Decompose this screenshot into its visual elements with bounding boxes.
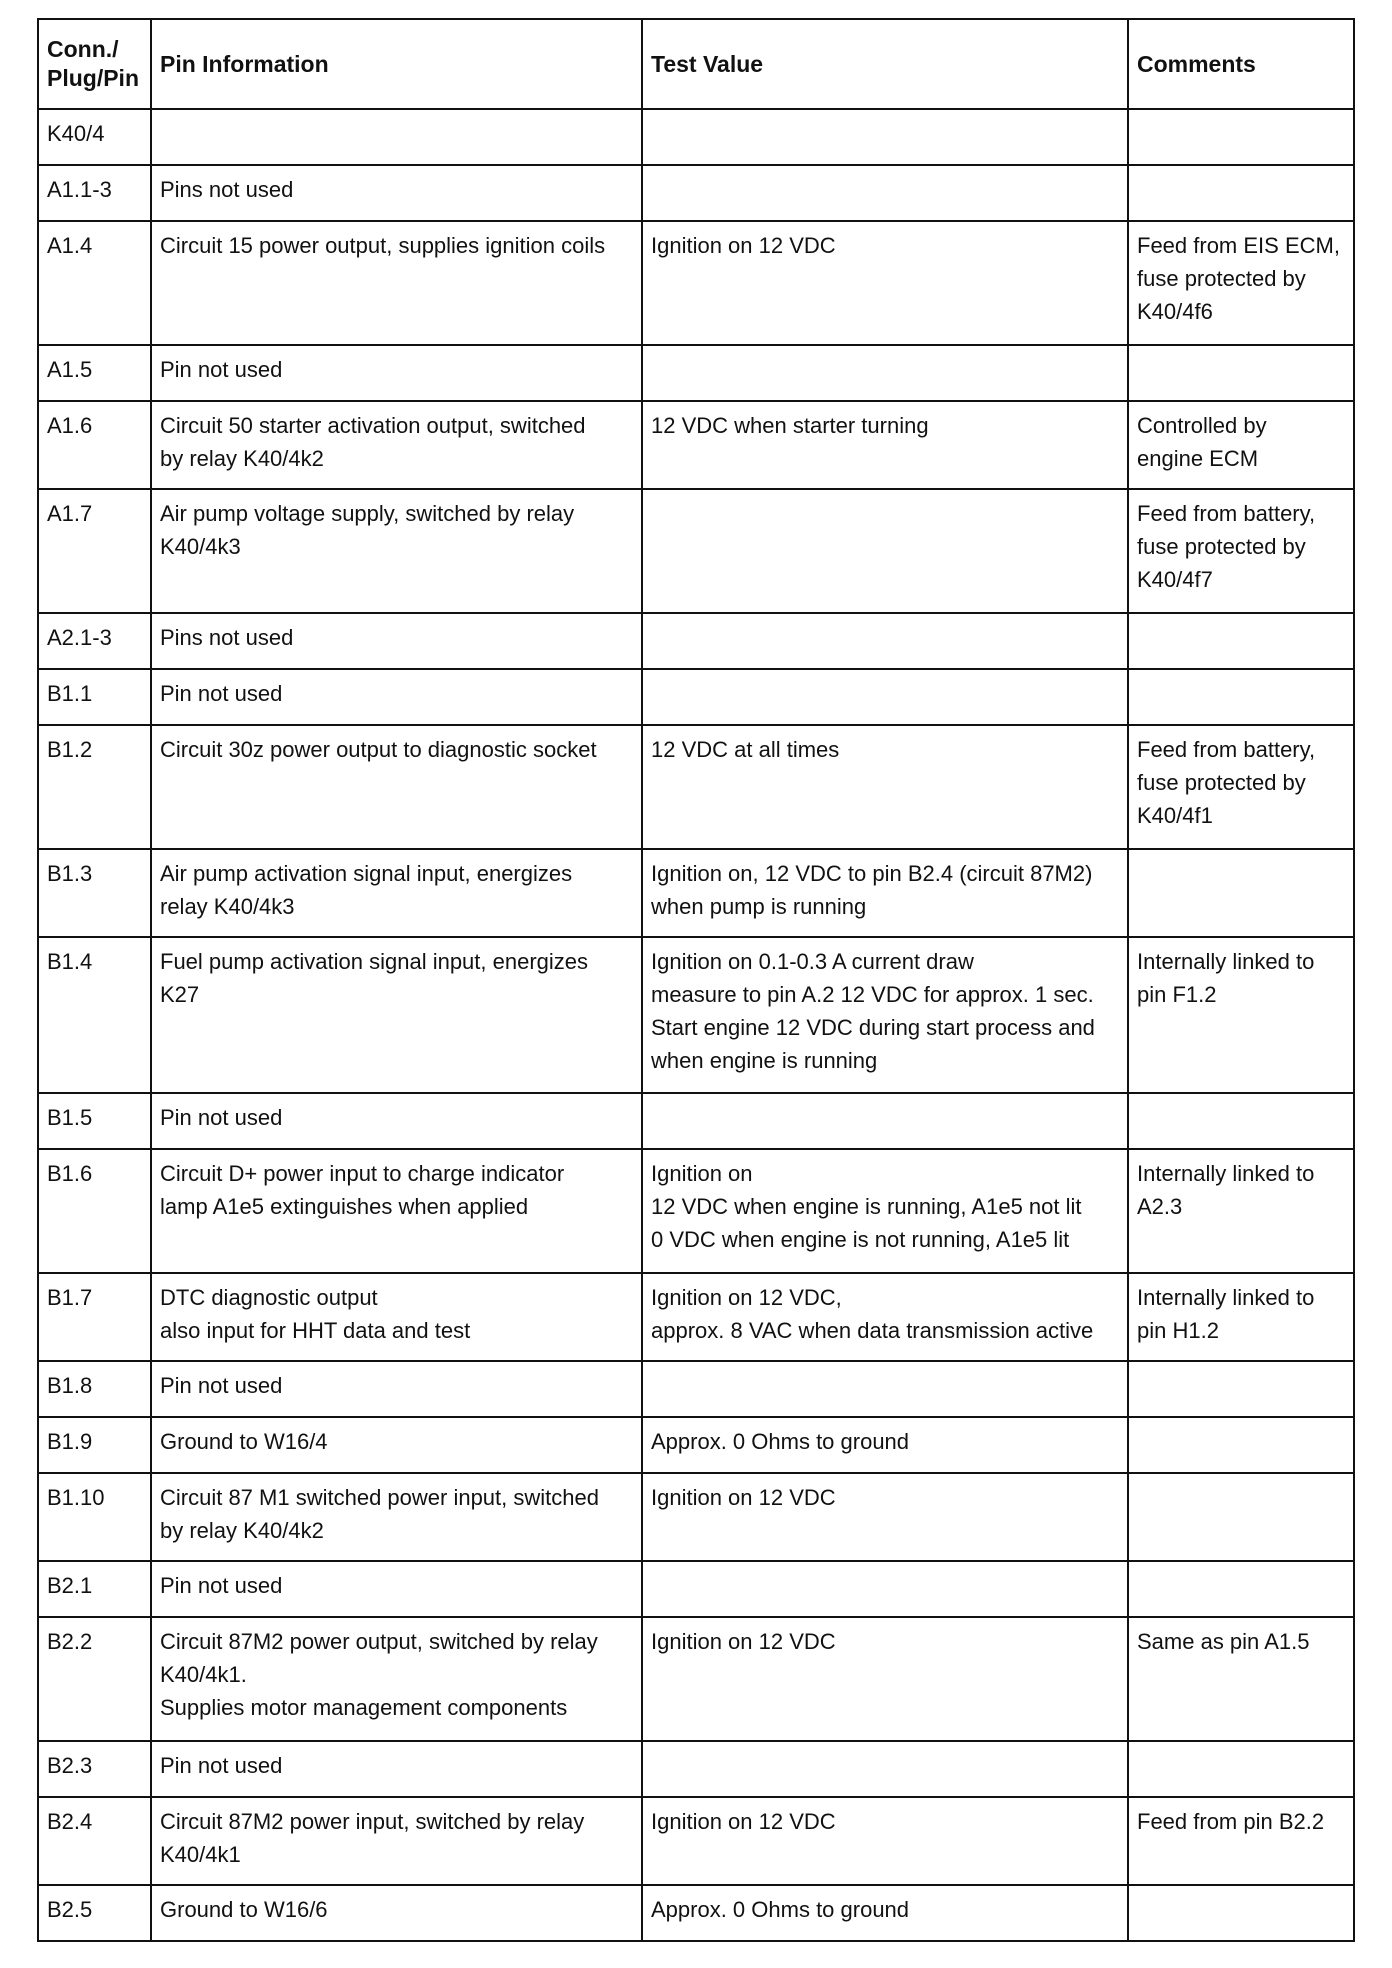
cell-pin-information: Circuit 30z power output to diagnostic socket [151, 725, 642, 849]
cell-comments: Feed from pin B2.2 [1128, 1797, 1354, 1885]
cell-pin: B2.3 [38, 1741, 151, 1797]
table-row [38, 1797, 1354, 1885]
cell-pin-information: Circuit 15 power output, supplies ignition coils [151, 221, 642, 345]
table-row [38, 1417, 1354, 1473]
cell-comments [1128, 1885, 1354, 1941]
table-row [38, 165, 1354, 221]
table-row [38, 1885, 1354, 1941]
cell-pin: A1.5 [38, 345, 151, 401]
cell-pin: A1.1-3 [38, 165, 151, 221]
cell-pin-information [151, 109, 642, 165]
cell-pin-information: Ground to W16/4 [151, 1417, 642, 1473]
header-comments: Comments [1128, 19, 1354, 109]
cell-test-value: Ignition on 0.1-0.3 A current draw measure to pin A.2 12 VDC for approx. 1 sec. Start engine 12 VDC during start process and when engine is running [642, 937, 1128, 1093]
table-row [38, 613, 1354, 669]
cell-pin-information: Pin not used [151, 1741, 642, 1797]
cell-comments [1128, 1361, 1354, 1417]
cell-test-value [642, 669, 1128, 725]
cell-pin-information: Fuel pump activation signal input, energizes K27 [151, 937, 642, 1093]
cell-pin-information: Circuit 87M2 power output, switched by relay K40/4k1. Supplies motor management components [151, 1617, 642, 1741]
cell-test-value [642, 489, 1128, 613]
cell-comments: Feed from EIS ECM, fuse protected by K40/4f6 [1128, 221, 1354, 345]
cell-pin-information: Pins not used [151, 613, 642, 669]
cell-pin-information: Air pump activation signal input, energizes relay K40/4k3 [151, 849, 642, 937]
cell-comments: Internally linked to pin F1.2 [1128, 937, 1354, 1093]
cell-comments: Same as pin A1.5 [1128, 1617, 1354, 1741]
cell-test-value: Ignition on 12 VDC when engine is running, A1e5 not lit 0 VDC when engine is not running, A1e5 lit [642, 1149, 1128, 1273]
cell-comments [1128, 165, 1354, 221]
cell-test-value [642, 1741, 1128, 1797]
cell-pin-information: Pin not used [151, 669, 642, 725]
cell-pin: K40/4 [38, 109, 151, 165]
cell-pin: B1.10 [38, 1473, 151, 1561]
cell-pin-information: Air pump voltage supply, switched by relay K40/4k3 [151, 489, 642, 613]
cell-pin-information: Ground to W16/6 [151, 1885, 642, 1941]
cell-comments [1128, 109, 1354, 165]
cell-test-value: 12 VDC at all times [642, 725, 1128, 849]
table-row [38, 489, 1354, 613]
cell-pin: B1.2 [38, 725, 151, 849]
cell-pin: B1.7 [38, 1273, 151, 1361]
cell-test-value: Ignition on 12 VDC [642, 221, 1128, 345]
cell-test-value: Ignition on 12 VDC [642, 1473, 1128, 1561]
cell-pin-information: Circuit 87 M1 switched power input, switched by relay K40/4k2 [151, 1473, 642, 1561]
table-row [38, 1273, 1354, 1361]
header-test-value: Test Value [642, 19, 1128, 109]
cell-comments: Internally linked to A2.3 [1128, 1149, 1354, 1273]
cell-test-value [642, 1361, 1128, 1417]
cell-pin: B2.5 [38, 1885, 151, 1941]
cell-test-value: 12 VDC when starter turning [642, 401, 1128, 489]
cell-pin: B1.9 [38, 1417, 151, 1473]
cell-comments: Feed from battery, fuse protected by K40/4f7 [1128, 489, 1354, 613]
cell-comments [1128, 613, 1354, 669]
cell-comments: Feed from battery, fuse protected by K40/4f1 [1128, 725, 1354, 849]
cell-pin: B2.2 [38, 1617, 151, 1741]
cell-pin-information: Circuit 87M2 power input, switched by relay K40/4k1 [151, 1797, 642, 1885]
cell-comments [1128, 1741, 1354, 1797]
cell-pin: B1.4 [38, 937, 151, 1093]
header-pin-information: Pin Information [151, 19, 642, 109]
cell-pin: B1.3 [38, 849, 151, 937]
cell-comments [1128, 1417, 1354, 1473]
cell-comments [1128, 1561, 1354, 1617]
cell-comments [1128, 669, 1354, 725]
cell-pin-information: DTC diagnostic output also input for HHT data and test [151, 1273, 642, 1361]
cell-pin: A1.4 [38, 221, 151, 345]
cell-pin-information: Pin not used [151, 1361, 642, 1417]
cell-pin: B1.6 [38, 1149, 151, 1273]
cell-test-value [642, 345, 1128, 401]
table-row [38, 1741, 1354, 1797]
cell-comments: Internally linked to pin H1.2 [1128, 1273, 1354, 1361]
table-row [38, 725, 1354, 849]
cell-pin: A1.6 [38, 401, 151, 489]
cell-comments [1128, 1473, 1354, 1561]
cell-test-value: Approx. 0 Ohms to ground [642, 1885, 1128, 1941]
cell-pin-information: Pin not used [151, 1093, 642, 1149]
table-row [38, 1361, 1354, 1417]
table-row [38, 1561, 1354, 1617]
cell-comments: Controlled by engine ECM [1128, 401, 1354, 489]
table-row [38, 1093, 1354, 1149]
table-row [38, 401, 1354, 489]
table-row [38, 1149, 1354, 1273]
cell-pin: B1.1 [38, 669, 151, 725]
cell-pin-information: Circuit 50 starter activation output, switched by relay K40/4k2 [151, 401, 642, 489]
table-row [38, 345, 1354, 401]
cell-test-value: Approx. 0 Ohms to ground [642, 1417, 1128, 1473]
table-row [38, 1617, 1354, 1741]
table-row [38, 849, 1354, 937]
table-row [38, 109, 1354, 165]
header-conn-plug-pin: Conn./ Plug/Pin [38, 19, 151, 109]
table-row [38, 669, 1354, 725]
cell-pin: B1.8 [38, 1361, 151, 1417]
cell-test-value [642, 613, 1128, 669]
cell-pin: A1.7 [38, 489, 151, 613]
cell-pin-information: Pins not used [151, 165, 642, 221]
cell-test-value [642, 1093, 1128, 1149]
cell-test-value: Ignition on 12 VDC [642, 1797, 1128, 1885]
cell-test-value: Ignition on, 12 VDC to pin B2.4 (circuit 87M2) when pump is running [642, 849, 1128, 937]
cell-comments [1128, 1093, 1354, 1149]
table-row [38, 221, 1354, 345]
table-header-row [38, 19, 1354, 109]
cell-pin-information: Pin not used [151, 1561, 642, 1617]
cell-test-value [642, 109, 1128, 165]
cell-comments [1128, 849, 1354, 937]
cell-pin: B1.5 [38, 1093, 151, 1149]
cell-test-value [642, 165, 1128, 221]
cell-pin-information: Circuit D+ power input to charge indicator lamp A1e5 extinguishes when applied [151, 1149, 642, 1273]
cell-comments [1128, 345, 1354, 401]
table-row [38, 937, 1354, 1093]
cell-test-value: Ignition on 12 VDC, approx. 8 VAC when data transmission active [642, 1273, 1128, 1361]
cell-pin: A2.1-3 [38, 613, 151, 669]
pin-information-table [37, 18, 1355, 1942]
cell-test-value: Ignition on 12 VDC [642, 1617, 1128, 1741]
cell-test-value [642, 1561, 1128, 1617]
cell-pin: B2.4 [38, 1797, 151, 1885]
table-row [38, 1473, 1354, 1561]
cell-pin-information: Pin not used [151, 345, 642, 401]
cell-pin: B2.1 [38, 1561, 151, 1617]
